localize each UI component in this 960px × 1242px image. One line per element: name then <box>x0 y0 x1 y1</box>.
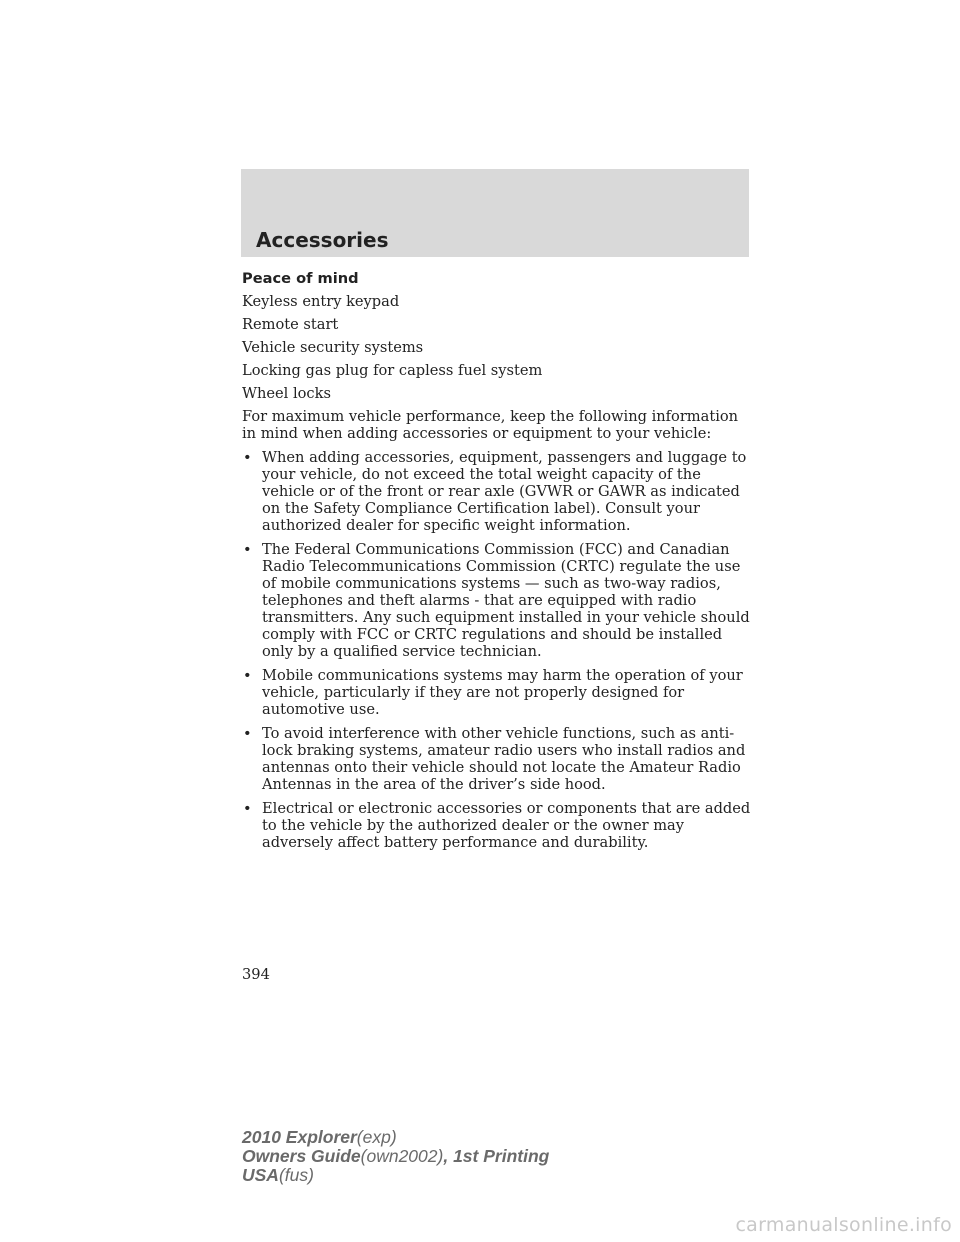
footer-guide-line <box>242 1147 549 1166</box>
accessory-item: Vehicle security systems <box>242 339 424 356</box>
bullet-text: When adding accessories, equipment, passengers and luggage to your vehicle, do not exceed the total weight capacity of the vehicle or of the front or rear axle (GVWR or GAWR as indicated on the Safety Compliance Certification label). Consult your authorized dealer for specific weight information. <box>262 449 747 534</box>
subheading: Peace of mind <box>242 270 359 287</box>
accessory-item: Locking gas plug for capless fuel system <box>242 362 543 379</box>
bullet-text: The Federal Communications Commission (FCC) and Canadian Radio Telecommunications Commission (CRTC) regulate the use of mobile communications systems — such as two-way radios, telephones and theft alarms - that are equipped with radio transmitters. Any such equipment installed in your vehicle should comply with FCC or CRTC regulations and should be installed only by a qualified service technician. <box>262 541 750 660</box>
accessory-item: Keyless entry keypad <box>242 293 400 310</box>
bullet-item <box>242 667 754 718</box>
footer-guide-code: (own2002) <box>360 1146 444 1166</box>
bullet-icon: • <box>243 541 252 558</box>
bullet-item <box>242 725 754 793</box>
bullet-item <box>242 800 754 851</box>
footer-market: USA <box>242 1165 279 1185</box>
footer-market-line <box>242 1166 549 1185</box>
bullet-icon: • <box>243 667 252 684</box>
bullet-icon: • <box>243 449 252 466</box>
bullet-text: Electrical or electronic accessories or components that are added to the vehicle by the authorized dealer or the owner may adversely affect battery performance and durability. <box>262 800 751 851</box>
bullet-icon: • <box>243 800 252 817</box>
footer-printing: , 1st Printing <box>443 1146 550 1166</box>
watermark: carmanualsonline.info <box>735 1214 952 1236</box>
bullet-list <box>242 449 754 851</box>
bullet-icon: • <box>243 725 252 742</box>
bullet-item <box>242 541 754 660</box>
print-footer <box>242 1128 549 1185</box>
accessory-item: Wheel locks <box>242 385 331 402</box>
footer-guide: Owners Guide <box>242 1146 361 1166</box>
footer-model: 2010 Explorer <box>242 1127 357 1147</box>
bullet-text: To avoid interference with other vehicle functions, such as anti-lock braking systems, amateur radio users who install radios and antennas onto their vehicle should not locate the Amateur Radio Antennas in the area of the driver’s side hood. <box>262 725 746 793</box>
footer-model-code: (exp) <box>356 1127 397 1147</box>
page-content <box>242 270 754 858</box>
footer-model-line <box>242 1128 549 1147</box>
section-title: Accessories <box>256 228 389 252</box>
bullet-item <box>242 449 754 534</box>
intro-paragraph: For maximum vehicle performance, keep the following information in mind when adding accessories or equipment to your vehicle: <box>242 408 739 442</box>
bullet-text: Mobile communications systems may harm the operation of your vehicle, particularly if they are not properly designed for automotive use. <box>262 667 743 718</box>
page-number: 394 <box>242 966 270 983</box>
accessory-item: Remote start <box>242 316 339 333</box>
footer-market-code: (fus) <box>278 1165 314 1185</box>
